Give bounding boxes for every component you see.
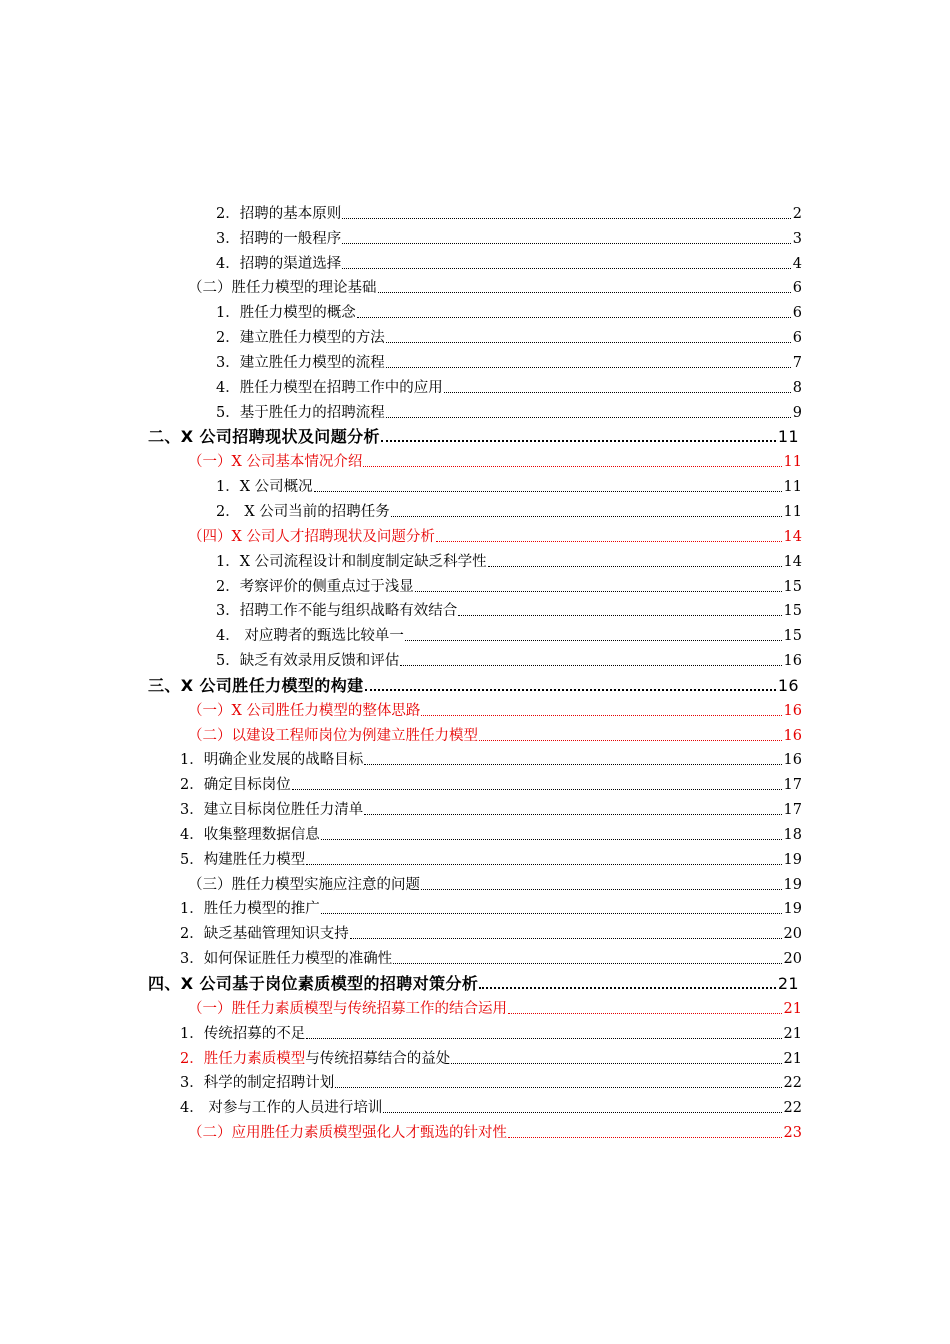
toc-page-number: 6 — [792, 330, 802, 347]
toc-page-number: 19 — [783, 851, 802, 868]
toc-entry-title: 2．考察评价的侧重点过于浅显 — [216, 578, 414, 595]
toc-leader-dots — [383, 1112, 781, 1113]
toc-entry-title: 三、X 公司胜任力模型的构建 — [148, 675, 364, 695]
toc-entry-title: 4． 对参与工作的人员进行培训 — [180, 1100, 383, 1117]
toc-entry-title: 4．收集整理数据信息 — [180, 826, 320, 843]
toc-page-number: 14 — [783, 553, 802, 570]
toc-page-number: 11 — [783, 503, 802, 520]
toc-leader-dots — [508, 1137, 782, 1138]
toc-page-number: 8 — [792, 379, 802, 396]
toc-leader-dots — [451, 1063, 781, 1064]
toc-leader-dots — [306, 864, 781, 865]
toc-entry-title: 5．构建胜任力模型 — [180, 851, 306, 868]
toc-entry-title: 1．传统招募的不足 — [180, 1025, 306, 1042]
toc-entry[interactable] — [216, 645, 802, 670]
toc-entry-title-highlight: 2．胜任力素质模型 — [180, 1050, 306, 1067]
toc-entry[interactable] — [188, 695, 802, 720]
toc-entry[interactable] — [216, 397, 802, 422]
toc-page-number: 18 — [783, 826, 802, 843]
toc-page-number: 16 — [783, 702, 802, 719]
toc-entry[interactable] — [216, 248, 802, 273]
toc-page-number: 21 — [783, 1000, 802, 1017]
toc-page-number: 23 — [783, 1125, 802, 1142]
toc-page-number: 21 — [783, 1025, 802, 1042]
toc-entry-title: （一）胜任力素质模型与传统招募工作的结合运用 — [188, 1000, 507, 1017]
toc-entry-title: 4． 对应聘者的甄选比较单一 — [216, 628, 404, 645]
toc-entry-title — [180, 1050, 450, 1068]
toc-leader-dots — [364, 814, 781, 815]
toc-entry[interactable] — [188, 993, 802, 1018]
toc-entry[interactable] — [188, 720, 802, 745]
toc-leader-dots — [436, 541, 782, 542]
toc-entry-title: 3．建立胜任力模型的流程 — [216, 354, 385, 371]
toc-leader-dots — [386, 342, 791, 343]
toc-entry-title: 4．招聘的渠道选择 — [216, 255, 342, 272]
toc-leader-dots — [342, 268, 791, 269]
toc-leader-dots — [363, 466, 781, 467]
toc-page-number: 14 — [783, 528, 802, 545]
toc-page-number: 17 — [783, 802, 802, 819]
toc-entry-title: （四）X 公司人才招聘现状及问题分析 — [188, 528, 435, 545]
toc-page-number: 19 — [783, 901, 802, 918]
toc-entry[interactable] — [148, 422, 799, 447]
toc-entry[interactable] — [216, 620, 802, 645]
toc-leader-dots — [292, 789, 782, 790]
toc-page-number: 11 — [783, 479, 802, 496]
toc-entry-title: 3．如何保证胜任力模型的准确性 — [180, 951, 393, 968]
toc-entry[interactable] — [148, 670, 799, 695]
toc-leader-dots — [381, 440, 776, 442]
toc-entry[interactable] — [216, 471, 802, 496]
toc-page-number: 22 — [783, 1075, 802, 1092]
toc-page-number: 16 — [783, 752, 802, 769]
toc-leader-dots — [421, 715, 781, 716]
toc-leader-dots — [314, 491, 782, 492]
toc-entry-title: 5．基于胜任力的招聘流程 — [216, 404, 385, 421]
toc-entry[interactable] — [188, 446, 802, 471]
toc-leader-dots — [357, 317, 791, 318]
toc-entry-title: （二）应用胜任力素质模型强化人才甄选的针对性 — [188, 1125, 507, 1142]
toc-entry[interactable] — [180, 819, 802, 844]
toc-leader-dots — [400, 665, 781, 666]
toc-leader-dots — [386, 417, 791, 418]
toc-entry-title-rest: 与传统招募结合的益处 — [305, 1050, 451, 1067]
toc-leader-dots — [306, 1038, 781, 1039]
toc-page-number: 9 — [792, 404, 802, 421]
toc-page-number: 4 — [792, 255, 802, 272]
toc-entry-title: 3．招聘的一般程序 — [216, 230, 342, 247]
toc-entry-title: （二）胜任力模型的理论基础 — [188, 280, 377, 297]
toc-entry[interactable] — [216, 496, 802, 521]
toc-leader-dots — [364, 764, 781, 765]
toc-entry[interactable] — [180, 1018, 802, 1043]
toc-entry-title: 3．建立目标岗位胜任力清单 — [180, 802, 364, 819]
toc-leader-dots — [378, 292, 791, 293]
toc-page-number: 20 — [783, 926, 802, 943]
toc-leader-dots — [488, 566, 782, 567]
toc-entry-title: （三）胜任力模型实施应注意的问题 — [188, 876, 420, 893]
toc-page-number: 11 — [783, 454, 802, 471]
toc-leader-dots — [405, 640, 782, 641]
toc-page-number: 16 — [783, 653, 802, 670]
toc-entry[interactable] — [188, 521, 802, 546]
toc-entry[interactable] — [188, 273, 802, 298]
toc-entry[interactable] — [180, 844, 802, 869]
toc-entry[interactable] — [180, 918, 802, 943]
toc-page-number: 15 — [783, 628, 802, 645]
toc-entry-title: 1．明确企业发展的战略目标 — [180, 752, 364, 769]
toc-entry-title: 2．缺乏基础管理知识支持 — [180, 926, 349, 943]
toc-leader-dots — [458, 615, 781, 616]
toc-page-number: 6 — [792, 305, 802, 322]
toc-page-number: 21 — [777, 974, 799, 993]
toc-leader-dots — [508, 1013, 782, 1014]
toc-entry-title: 2． X 公司当前的招聘任务 — [216, 503, 390, 520]
toc-page-number: 11 — [777, 427, 799, 447]
toc-entry-title: 4．胜任力模型在招聘工作中的应用 — [216, 379, 443, 396]
toc-entry[interactable] — [216, 347, 802, 372]
toc-entry[interactable] — [216, 372, 802, 397]
toc-entry-title: 四、X 公司基于岗位素质模型的招聘对策分析 — [148, 974, 479, 993]
toc-entry[interactable] — [216, 297, 802, 322]
toc-entry[interactable] — [216, 546, 802, 571]
toc-page-number: 22 — [783, 1100, 802, 1117]
toc-entry-title: 3．招聘工作不能与组织战略有效结合 — [216, 603, 458, 620]
toc-leader-dots — [342, 243, 791, 244]
toc-entry-title: 1．胜任力模型的概念 — [216, 305, 356, 322]
toc-entry[interactable] — [180, 745, 802, 770]
toc-entry-title: （二）以建设工程师岗位为例建立胜任力模型 — [188, 727, 478, 744]
toc-leader-dots — [444, 392, 791, 393]
toc-page-number: 16 — [777, 675, 799, 695]
toc-entry-title: 5．缺乏有效录用反馈和评估 — [216, 653, 400, 670]
toc-entry[interactable] — [180, 1092, 802, 1117]
toc-page-number: 15 — [783, 603, 802, 620]
toc-leader-dots — [479, 987, 776, 989]
toc-page-number: 3 — [792, 230, 802, 247]
toc-entry-title: 2．建立胜任力模型的方法 — [216, 330, 385, 347]
toc-entry[interactable] — [180, 769, 802, 794]
toc-entry[interactable] — [216, 223, 802, 248]
toc-page-number: 19 — [783, 876, 802, 893]
toc-page-number: 6 — [792, 280, 802, 297]
toc-page-number: 2 — [792, 205, 802, 222]
toc-entry[interactable] — [180, 943, 802, 968]
toc-entry[interactable] — [216, 322, 802, 347]
toc-leader-dots — [415, 591, 782, 592]
toc-leader-dots — [365, 689, 776, 691]
toc-entry[interactable] — [180, 794, 802, 819]
toc-leader-dots — [479, 740, 782, 741]
toc-entry[interactable] — [180, 1068, 802, 1093]
toc-entry-title: 3．科学的制定招聘计划 — [180, 1075, 335, 1092]
toc-leader-dots — [421, 889, 782, 890]
toc-page-number: 16 — [783, 727, 802, 744]
toc-leader-dots — [321, 839, 782, 840]
toc-entry[interactable] — [188, 1117, 802, 1142]
toc-leader-dots — [350, 938, 782, 939]
toc-leader-dots — [321, 913, 782, 914]
toc-entry[interactable] — [216, 596, 802, 621]
toc-entry-title: 2．确定目标岗位 — [180, 777, 291, 794]
toc-entry-title: （一）X 公司基本情况介绍 — [188, 454, 363, 471]
toc-entry[interactable] — [216, 198, 802, 223]
toc-entry[interactable] — [188, 869, 802, 894]
toc-leader-dots — [393, 963, 781, 964]
toc-leader-dots — [391, 516, 782, 517]
toc-entry-title: 1．X 公司流程设计和制度制定缺乏科学性 — [216, 553, 487, 570]
toc-leader-dots — [342, 218, 791, 219]
toc-entry[interactable] — [216, 571, 802, 596]
table-of-contents — [0, 198, 950, 1142]
toc-entry[interactable] — [148, 968, 799, 993]
toc-leader-dots — [335, 1087, 781, 1088]
toc-page-number: 7 — [792, 354, 802, 371]
toc-entry-title: 1．胜任力模型的推广 — [180, 901, 320, 918]
toc-entry-title: （一）X 公司胜任力模型的整体思路 — [188, 702, 421, 719]
toc-page-number: 17 — [783, 777, 802, 794]
toc-page-number: 21 — [783, 1050, 802, 1067]
toc-page-number: 15 — [783, 578, 802, 595]
toc-page-number: 20 — [783, 951, 802, 968]
toc-entry-title: 1．X 公司概况 — [216, 479, 313, 496]
toc-entry-title: 2．招聘的基本原则 — [216, 205, 342, 222]
toc-entry-title: 二、X 公司招聘现状及问题分析 — [148, 427, 380, 447]
toc-entry[interactable] — [180, 894, 802, 919]
toc-leader-dots — [386, 367, 791, 368]
toc-entry[interactable] — [180, 1043, 802, 1068]
